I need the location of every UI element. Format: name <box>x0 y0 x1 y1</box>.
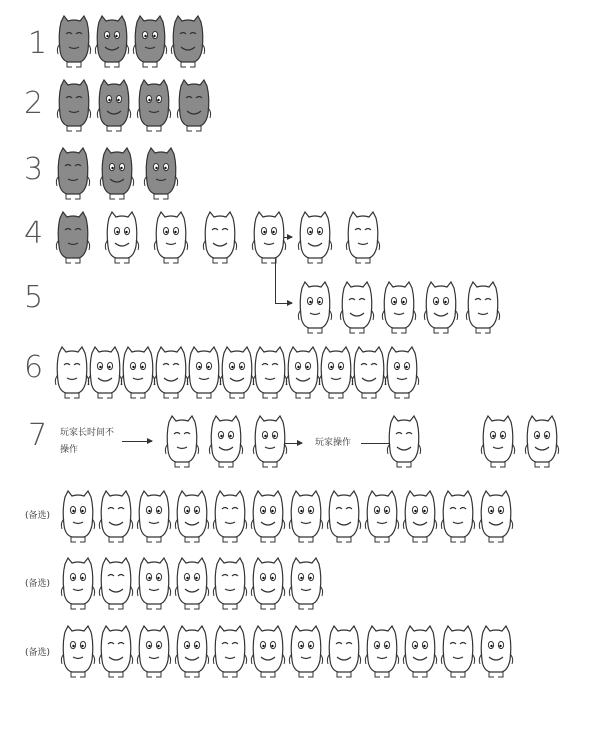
creature-sprite-row5-branch-bottom-3 <box>381 280 415 336</box>
creature-sprite-row1-4 <box>170 14 204 70</box>
creature-sprite-row6-2 <box>87 345 121 401</box>
branch-arrow-bottom <box>275 303 292 304</box>
creature-sprite-row6-7 <box>252 345 286 401</box>
row-number-1: 1 <box>28 26 48 61</box>
creature-sprite-row5-branch-bottom-5 <box>465 280 499 336</box>
creature-sprite-row3-1 <box>55 146 89 202</box>
creature-sprite-spare1-6 <box>250 489 284 545</box>
creature-sprite-spare1-12 <box>478 489 512 545</box>
creature-sprite-spare1-5 <box>212 489 246 545</box>
row-number-4: 4 <box>24 216 44 251</box>
creature-sprite-spare1-1 <box>60 489 94 545</box>
row-number-5: 5 <box>24 280 44 315</box>
creature-sprite-spare3-7 <box>288 624 322 680</box>
creature-sprite-spare2-5 <box>212 556 246 612</box>
creature-sprite-row1-1 <box>56 14 90 70</box>
creature-sprite-spare1-3 <box>136 489 170 545</box>
creature-sprite-spare1-2 <box>98 489 132 545</box>
spare-label-2: (备选) <box>25 579 51 589</box>
creature-sprite-spare3-2 <box>98 624 132 680</box>
creature-sprite-spare3-10 <box>402 624 436 680</box>
creature-sprite-spare1-7 <box>288 489 322 545</box>
creature-sprite-row7-5 <box>480 414 514 470</box>
creature-sprite-spare1-10 <box>402 489 436 545</box>
creature-sprite-row1-3 <box>132 14 166 70</box>
creature-sprite-spare2-2 <box>98 556 132 612</box>
creature-sprite-row5-branch-bottom-1 <box>297 280 331 336</box>
creature-sprite-spare3-4 <box>174 624 208 680</box>
creature-sprite-spare1-8 <box>326 489 360 545</box>
creature-sprite-row5-branch-bottom-4 <box>423 280 457 336</box>
creature-sprite-spare3-11 <box>440 624 474 680</box>
creature-sprite-row1-2 <box>94 14 128 70</box>
creature-sprite-spare3-8 <box>326 624 360 680</box>
idle-caption-line1: 玩家长时间不 <box>60 428 115 438</box>
creature-sprite-spare2-1 <box>60 556 94 612</box>
creature-sprite-row6-10 <box>351 345 385 401</box>
creature-sprite-spare1-4 <box>174 489 208 545</box>
spare-label-1: (备选) <box>25 511 51 521</box>
row-number-7: 7 <box>28 418 48 453</box>
creature-sprite-row3-3 <box>143 146 177 202</box>
creature-sprite-row7-2 <box>208 414 242 470</box>
idle-arrow <box>122 441 152 442</box>
creature-sprite-row4-branch-top-1 <box>297 210 331 266</box>
creature-sprite-row4-4 <box>202 210 236 266</box>
creature-sprite-spare3-12 <box>478 624 512 680</box>
creature-sprite-row2-1 <box>56 78 90 134</box>
creature-sprite-spare1-11 <box>440 489 474 545</box>
creature-sprite-spare3-5 <box>212 624 246 680</box>
row-number-6: 6 <box>24 350 44 385</box>
creature-sprite-spare2-7 <box>288 556 322 612</box>
creature-sprite-row4-2 <box>104 210 138 266</box>
creature-sprite-row4-5 <box>251 210 285 266</box>
creature-sprite-row6-9 <box>318 345 352 401</box>
creature-sprite-row2-4 <box>176 78 210 134</box>
creature-sprite-row6-1 <box>54 345 88 401</box>
creature-sprite-row7-1 <box>164 414 198 470</box>
row-number-3: 3 <box>24 152 44 187</box>
idle-caption-line2: 操作 <box>60 445 79 455</box>
creature-sprite-spare2-6 <box>250 556 284 612</box>
creature-sprite-row7-3 <box>252 414 286 470</box>
creature-sprite-spare3-1 <box>60 624 94 680</box>
creature-sprite-row4-3 <box>153 210 187 266</box>
creature-sprite-row4-1 <box>55 210 89 266</box>
creature-sprite-row3-2 <box>99 146 133 202</box>
creature-sprite-row6-4 <box>153 345 187 401</box>
creature-sprite-row6-11 <box>384 345 418 401</box>
creature-sprite-row4-branch-top-2 <box>345 210 379 266</box>
creature-sprite-row6-3 <box>120 345 154 401</box>
creature-sprite-row7-4 <box>386 414 420 470</box>
creature-sprite-spare2-4 <box>174 556 208 612</box>
creature-sprite-spare1-9 <box>364 489 398 545</box>
creature-sprite-row2-2 <box>96 78 130 134</box>
creature-sprite-spare3-3 <box>136 624 170 680</box>
creature-sprite-row6-8 <box>285 345 319 401</box>
creature-sprite-row6-5 <box>186 345 220 401</box>
creature-sprite-row2-3 <box>136 78 170 134</box>
player-action-caption: 玩家操作 <box>315 438 352 448</box>
row-number-2: 2 <box>24 86 44 121</box>
creature-sprite-row5-branch-bottom-2 <box>339 280 373 336</box>
spare-label-3: (备选) <box>25 648 51 658</box>
creature-sprite-row7-6 <box>524 414 558 470</box>
creature-sprite-spare3-6 <box>250 624 284 680</box>
creature-sprite-spare2-3 <box>136 556 170 612</box>
creature-sprite-row6-6 <box>219 345 253 401</box>
creature-sprite-spare3-9 <box>364 624 398 680</box>
